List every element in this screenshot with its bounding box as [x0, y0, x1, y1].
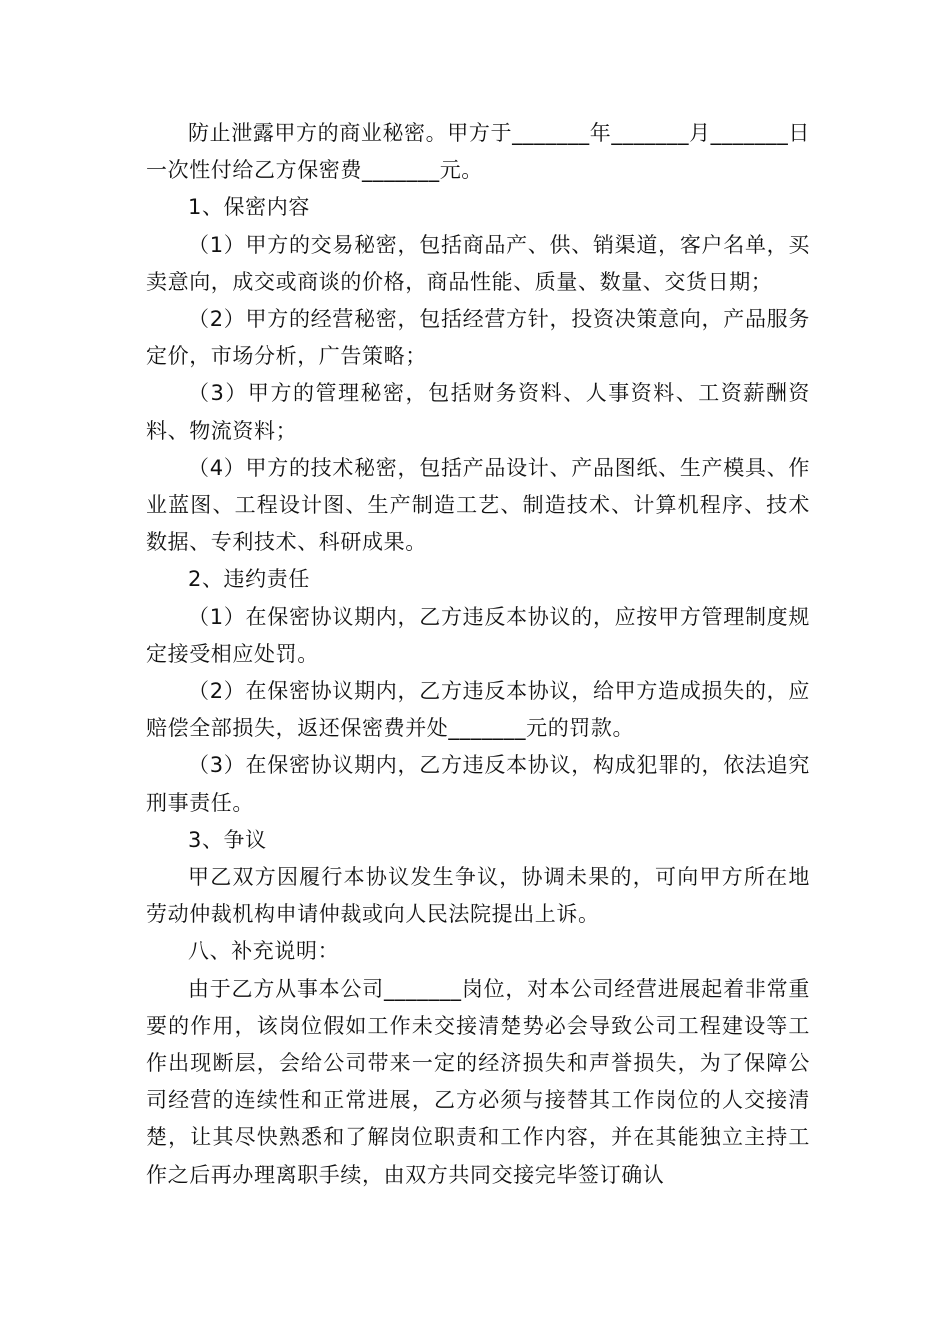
clause-handover: 由于乙方从事本公司_______岗位，对本公司经营进展起着非常重要的作用，该岗位假如工作未交接清楚势必会导致公司工程建设等工作出现断层，会给公司带来一定的经济损失和声誉损失，为了保障公司经营的连续性和正常进展，乙方必须与接替其工作岗位的人交接清楚，让其尽快熟悉和了解岗位职责和工作内容，并在其能独立主持工作之后再办理离职手续，由双方共同交接完毕签订确认	[146, 976, 810, 1187]
clause-business-secrets: （2）甲方的经营秘密，包括经营方针，投资决策意向，产品服务定价，市场分析，广告策略；	[146, 307, 810, 369]
paragraph-secrecy-fee: 防止泄露甲方的商业秘密。甲方于_______年_______月_______日一次性付给乙方保密费_______元。	[146, 121, 810, 183]
heading-breach-liability: 2、违约责任	[188, 567, 310, 592]
clause-breach-compensation: （2）在保密协议期内，乙方违反本协议，给甲方造成损失的，应赔偿全部损失，返还保密费并处_______元的罚款。	[146, 679, 810, 741]
clause-trade-secrets: （1）甲方的交易秘密，包括商品产、供、销渠道，客户名单，买卖意向，成交或商谈的价格，商品性能、质量、数量、交货日期；	[146, 232, 810, 294]
clause-management-secrets: （3）甲方的管理秘密，包括财务资料、人事资料、工资薪酬资料、物流资料；	[146, 381, 810, 443]
clause-breach-criminal: （3）在保密协议期内，乙方违反本协议，构成犯罪的，依法追究刑事责任。	[146, 753, 810, 815]
heading-confidential-content: 1、保密内容	[188, 195, 310, 220]
document-body	[146, 115, 810, 1194]
clause-breach-penalty: （1）在保密协议期内，乙方违反本协议的，应按甲方管理制度规定接受相应处罚。	[146, 604, 810, 666]
clause-dispute-resolution: 甲乙双方因履行本协议发生争议，协调未果的，可向甲方所在地劳动仲裁机构申请仲裁或向人民法院提出上诉。	[146, 865, 810, 927]
heading-supplementary: 八、补充说明：	[188, 939, 340, 964]
clause-technical-secrets: （4）甲方的技术秘密，包括产品设计、产品图纸、生产模具、作业蓝图、工程设计图、生产制造工艺、制造技术、计算机程序、技术数据、专利技术、科研成果。	[146, 455, 810, 555]
heading-dispute: 3、争议	[188, 827, 267, 852]
